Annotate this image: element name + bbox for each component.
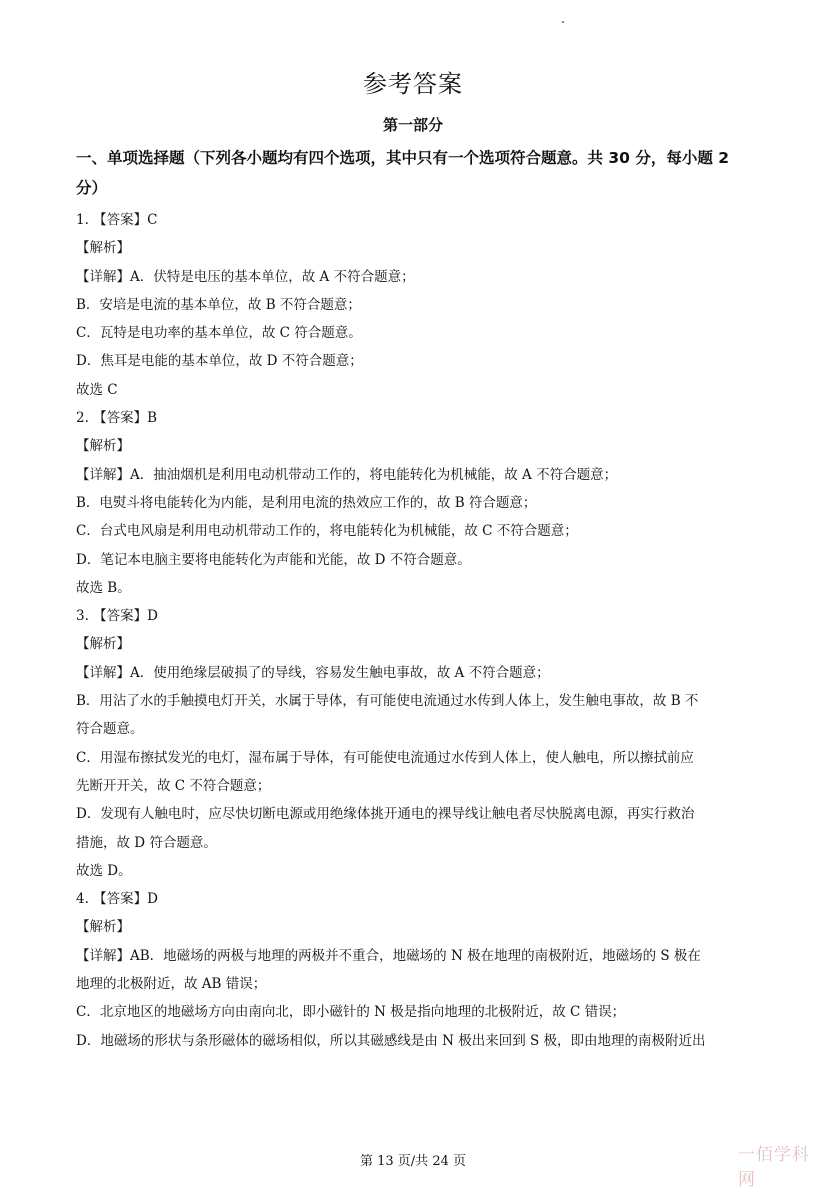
answer-line: 故选 D。 — [76, 862, 132, 879]
answer-line: B．用沾了水的手触摸电灯开关，水属于导体，有可能使电流通过水传到人体上，发生触电事故，故 B 不 — [76, 693, 699, 710]
answer-line: 3. 【答案】D — [76, 608, 158, 625]
answer-line: 符合题意。 — [76, 721, 144, 738]
answer-line: D．发现有人触电时，应尽快切断电源或用绝缘体挑开通电的裸导线让触电者尽快脱离电源，再实行救治 — [76, 806, 695, 823]
answer-line: 故选 B。 — [76, 579, 131, 596]
answer-line: 1. 【答案】C — [76, 212, 158, 228]
part-heading: 第一部分 — [382, 116, 443, 134]
answer-line: B．电熨斗将电能转化为内能，是利用电流的热效应工作的，故 B 符合题意； — [76, 494, 537, 511]
answer-line: C．台式电风扇是利用电动机带动工作的，将电能转化为机械能，故 C 不符合题意； — [76, 523, 578, 540]
answer-line: C．瓦特是电功率的基本单位，故 C 符合题意。 — [76, 325, 362, 342]
scan-dot — [562, 21, 564, 23]
answer-body — [76, 206, 748, 1055]
answer-line: D．笔记本电脑主要将电能转化为声能和光能，故 D 不符合题意。 — [76, 551, 471, 568]
page-title: 参考答案 — [363, 70, 463, 98]
answer-line: D．焦耳是电能的基本单位，故 D 不符合题意； — [76, 353, 363, 370]
watermark: 一佰学科网 — [738, 1145, 810, 1190]
answer-line: C．用湿布擦拭发光的电灯，湿布属于导体，有可能使电流通过水传到人体上，使人触电，所以擦拭前应 — [76, 749, 694, 766]
answer-line: B．安培是电流的基本单位，故 B 不符合题意； — [76, 296, 361, 313]
answer-line: 故选 C — [76, 381, 118, 398]
answer-line: 2. 【答案】B — [76, 410, 158, 427]
answer-line: 4. 【答案】D — [76, 891, 158, 908]
answer-line: 【详解】A．伏特是电压的基本单位，故 A 不符合题意； — [76, 268, 415, 285]
section-heading: 一、单项选择题（下列各小题均有四个选项，其中只有一个选项符合题意。共 30 分，每小题 2 分） — [76, 149, 730, 197]
answer-line: 【详解】A．抽油烟机是利用电动机带动工作的，将电能转化为机械能，故 A 不符合题意； — [76, 466, 618, 483]
answer-line: D．地磁场的形状与条形磁体的磁场相似，所以其磁感线是由 N 极出来回到 S 极，即由地理的南极附近出 — [76, 1032, 706, 1049]
answer-line: 【解析】 — [76, 636, 130, 653]
answer-line: 【解析】 — [76, 438, 130, 455]
answer-line: 地理的北极附近，故 AB 错误； — [76, 976, 267, 993]
answer-line: 【详解】A．使用绝缘层破损了的导线，容易发生触电事故，故 A 不符合题意； — [76, 664, 550, 681]
answer-line: 【解析】 — [76, 240, 130, 257]
answer-line: 【解析】 — [76, 919, 130, 936]
page-footer: 第 13 页/共 24 页 — [360, 1154, 466, 1169]
answer-line: 【详解】AB．地磁场的两极与地理的两极并不重合，地磁场的 N 极在地理的南极附近，地磁场的 S 极在 — [76, 947, 701, 964]
answer-line: C．北京地区的地磁场方向由南向北，即小磁针的 N 极是指向地理的北极附近，故 C 错误； — [76, 1004, 626, 1021]
answer-line: 先断开开关，故 C 不符合题意； — [76, 777, 271, 794]
answer-line: 措施，故 D 符合题意。 — [76, 834, 217, 851]
